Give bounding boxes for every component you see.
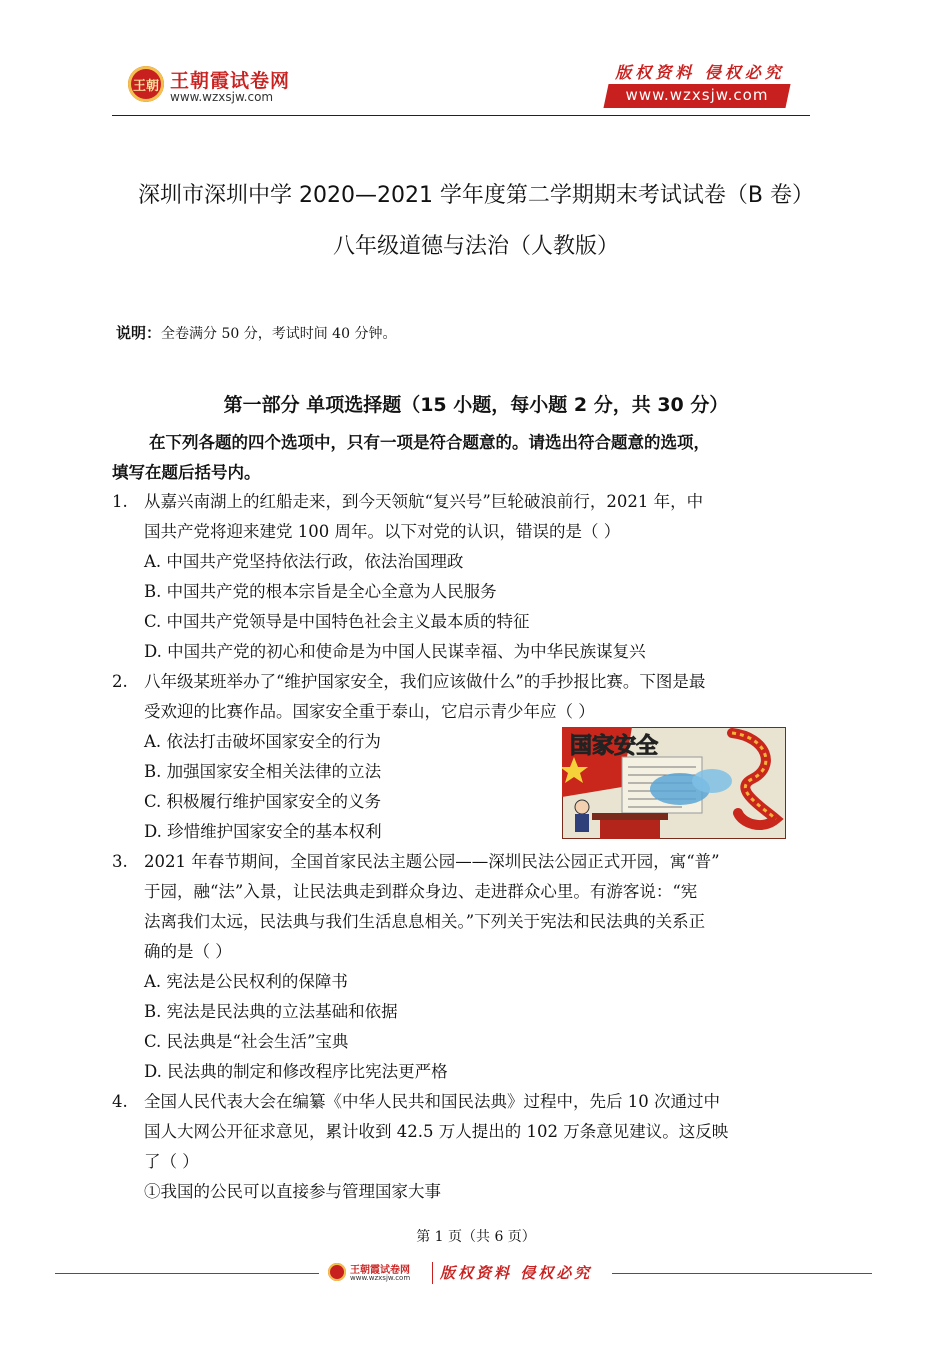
question-number: 3.: [112, 852, 128, 871]
logo-name: 王朝霞试卷网: [170, 70, 291, 92]
question-text: 于园，融“法”入景，让民法典走到群众身边、走进群众心里。有游客说：“宪: [144, 882, 698, 901]
section-intro: [112, 428, 832, 488]
question-text: 受欢迎的比赛作品。国家安全重于泰山，它启示青少年应（ ）: [144, 702, 595, 721]
copyright-slogan: 版权资料 侵权必究: [615, 63, 785, 82]
question-text: 确的是（ ）: [144, 942, 232, 961]
option-d: D. 珍惜维护国家安全的基本权利: [144, 822, 382, 841]
poster-image: [562, 727, 786, 839]
question-number: 4.: [112, 1092, 128, 1111]
question-text: 2021 年春节期间，全国首家民法主题公园——深圳民法公园正式开园，寓“普”: [144, 852, 720, 871]
option-c: C. 中国共产党领导是中国特色社会主义最本质的特征: [144, 612, 530, 631]
question-text: 全国人民代表大会在编纂《中华人民共和国民法典》过程中，先后 10 次通过中: [144, 1092, 720, 1111]
footer-logo-name: 王朝霞试卷网: [350, 1265, 410, 1276]
question-1: [112, 487, 703, 667]
option-d: D. 民法典的制定和修改程序比宪法更严格: [144, 1062, 448, 1081]
footer-slogan: 版权资料 侵权必究: [440, 1264, 593, 1282]
question-3: [112, 847, 720, 1087]
logo-url: www.wzxsjw.com: [170, 90, 274, 104]
footer-logo-url: www.wzxsjw.com: [350, 1274, 411, 1282]
seal-icon: [328, 1263, 346, 1281]
site-logo: [128, 64, 298, 108]
intro-line: 填写在题后括号内。: [112, 463, 261, 482]
option-c: C. 民法典是“社会生活”宝典: [144, 1032, 349, 1051]
option-c: C. 积极履行维护国家安全的义务: [144, 792, 382, 811]
question-text: 了（ ）: [144, 1152, 199, 1171]
question-4: [112, 1087, 728, 1207]
option-d: D. 中国共产党的初心和使命是为中国人民谋幸福、为中华民族谋复兴: [144, 642, 646, 661]
page-number: 第 1 页（共 6 页）: [416, 1229, 536, 1245]
url-banner: www.wzxsjw.com: [625, 86, 769, 104]
question-number: 2.: [112, 672, 128, 691]
question-text: 国共产党将迎来建党 100 周年。以下对党的认识，错误的是（ ）: [144, 522, 621, 541]
option-b: B. 中国共产党的根本宗旨是全心全意为人民服务: [144, 582, 497, 601]
footer-rule-right: [612, 1273, 872, 1274]
option-b: B. 宪法是民法典的立法基础和依据: [144, 1002, 398, 1021]
question-number: 1.: [112, 492, 128, 511]
poster-title: 国家安全: [570, 734, 659, 759]
footer-rule-left: [55, 1273, 319, 1274]
seal-icon: 王朝: [128, 66, 164, 102]
exam-subtitle: 八年级道德与法治（人教版）: [332, 234, 619, 259]
section-heading: 第一部分 单项选择题（15 小题，每小题 2 分，共 30 分）: [223, 394, 729, 416]
exam-note: [116, 322, 396, 343]
note-text: 全卷满分 50 分，考试时间 40 分钟。: [161, 326, 397, 342]
question-text: 从嘉兴南湖上的红船走来，到今天领航“复兴号”巨轮破浪前行，2021 年，中: [144, 492, 704, 511]
question-text: 八年级某班举办了“维护国家安全，我们应该做什么”的手抄报比赛。下图是最: [144, 672, 706, 691]
question-text: 法离我们太远，民法典与我们生活息息相关。”下列关于宪法和民法典的关系正: [144, 912, 706, 931]
option-b: B. 加强国家安全相关法律的立法: [144, 762, 382, 781]
footer-separator: [432, 1262, 433, 1284]
option-a: A. 中国共产党坚持依法行政，依法治国理政: [144, 552, 464, 571]
national-security-poster: [562, 727, 786, 839]
intro-line: 在下列各题的四个选项中，只有一项是符合题意的。请选出符合题意的选项，: [149, 433, 710, 452]
exam-title: 深圳市深圳中学 2020—2021 学年度第二学期期末考试试卷（B 卷）: [137, 183, 815, 208]
header-divider: [112, 115, 810, 116]
option-a: A. 宪法是公民权利的保障书: [144, 972, 348, 991]
note-label: 说明：: [116, 324, 162, 342]
question-text: 国人大网公开征求意见，累计收到 42.5 万人提出的 102 万条意见建议。这反映: [144, 1122, 729, 1141]
option-a: A. 依法打击破坏国家安全的行为: [144, 732, 381, 751]
statement-1: ①我国的公民可以直接参与管理国家大事: [144, 1182, 441, 1201]
